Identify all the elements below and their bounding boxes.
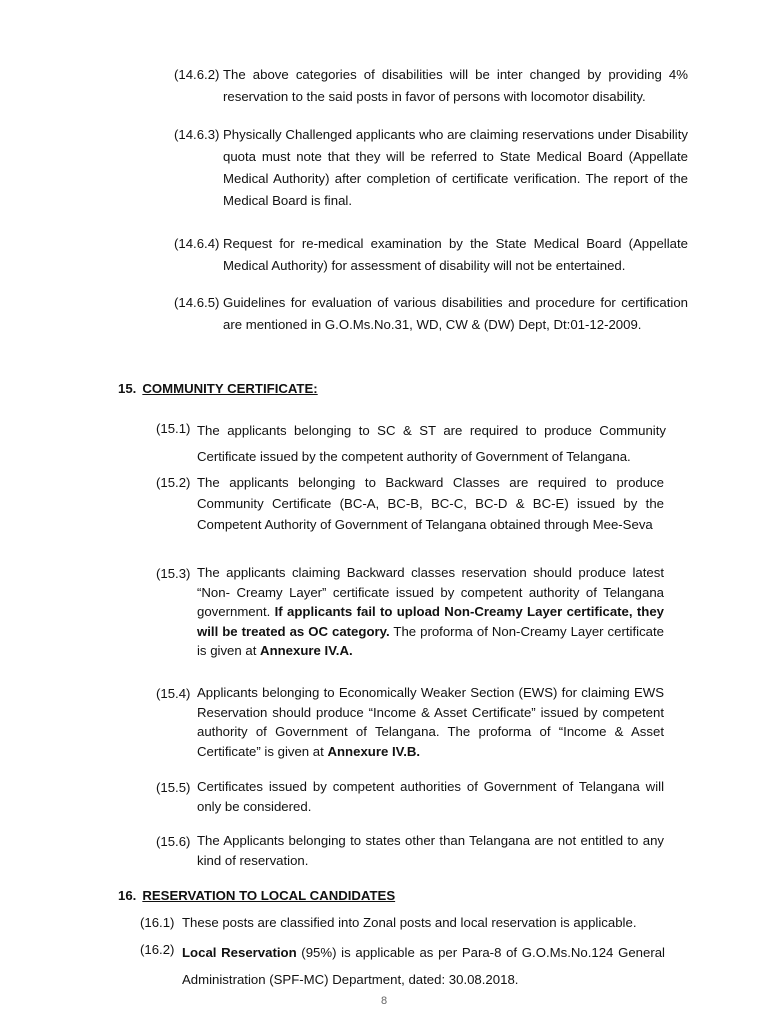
clause-number: (14.6.3) xyxy=(174,127,220,142)
section-15-heading xyxy=(118,378,318,400)
annexure-reference: Annexure IV.B. xyxy=(327,743,421,759)
clause-14-6-3 xyxy=(174,124,688,212)
clause-16-2 xyxy=(140,939,665,993)
clause-number: (15.5) xyxy=(156,780,191,795)
clause-number: (14.6.5) xyxy=(174,295,220,310)
clause-text: The Applicants belonging to states other than Telangana are not entitled to any kind of reservation. xyxy=(197,833,664,868)
clause-15-6 xyxy=(156,831,664,870)
clause-text xyxy=(197,683,664,761)
clause-14-6-2 xyxy=(174,64,688,108)
clause-text-part: Applicants belonging to Economically Weaker Section (EWS) for claiming EWS Reservation should produce “Income & Asset Certificate” issued by competent authority of Government of Telangana. The proforma of “Income & Asset Certificate” is given at xyxy=(197,685,664,759)
clause-text: Physically Challenged applicants who are claiming reservations under Disability quota must note that they will be referred to State Medical Board (Appellate Medical Authority) after completion of certificate verification. The report of the Medical Board is final. xyxy=(223,127,688,208)
clause-number: (15.4) xyxy=(156,686,191,701)
section-number: 15. xyxy=(118,381,137,396)
clause-15-1 xyxy=(156,418,666,470)
clause-15-3 xyxy=(156,563,664,661)
page-number: 8 xyxy=(380,995,388,1007)
clause-15-2 xyxy=(156,472,664,535)
clause-number: (15.1) xyxy=(156,421,191,436)
section-title: RESERVATION TO LOCAL CANDIDATES xyxy=(142,888,396,903)
clause-text: The above categories of disabilities will be inter changed by providing 4% reservation to the said posts in favor of persons with locomotor disability. xyxy=(223,67,688,104)
clause-text: The applicants belonging to SC & ST are required to produce Community Certificate issued by the competent authority of Government of Telangana. xyxy=(197,423,666,464)
annexure-reference: Annexure IV.A. xyxy=(260,643,353,658)
section-title: COMMUNITY CERTIFICATE: xyxy=(142,381,318,396)
clause-text-part: The applicants claiming Backward classes reservation should produce latest “Non- Creamy Layer” certificate issued by competent authority of Telangana government. xyxy=(197,565,664,619)
clause-text: Guidelines for evaluation of various disabilities and procedure for certification are mentioned in G.O.Ms.No.31, WD, CW & (DW) Dept, Dt:01-12-2009. xyxy=(223,295,688,332)
section-number: 16. xyxy=(118,888,137,903)
clause-number: (15.3) xyxy=(156,566,191,581)
clause-14-6-5 xyxy=(174,292,688,336)
clause-text-part: The proforma of Non-Creamy Layer certificate is given at xyxy=(197,623,664,658)
clause-text xyxy=(197,563,664,661)
clause-14-6-4 xyxy=(174,233,688,277)
clause-15-5 xyxy=(156,777,664,816)
clause-text: Certificates issued by competent authorities of Government of Telangana will only be considered. xyxy=(197,779,664,814)
clause-bold-part: If applicants fail to upload Non-Creamy Layer certificate, they will be treated as OC category. xyxy=(197,604,664,639)
clause-16-1 xyxy=(140,912,665,934)
section-16-heading xyxy=(118,885,395,907)
clause-number: (14.6.2) xyxy=(174,67,220,82)
clause-number: (16.2) xyxy=(140,942,175,957)
clause-text: Request for re-medical examination by the State Medical Board (Appellate Medical Authority) for assessment of disability will not be entertained. xyxy=(223,236,688,273)
clause-bold-part: Local Reservation xyxy=(182,945,297,960)
clause-text: These posts are classified into Zonal posts and local reservation is applicable. xyxy=(182,915,637,930)
clause-number: (15.6) xyxy=(156,834,191,849)
clause-number: (15.2) xyxy=(156,475,191,490)
clause-number: (14.6.4) xyxy=(174,236,220,251)
clause-15-4 xyxy=(156,683,664,761)
clause-text xyxy=(182,939,665,993)
clause-text-part: (95%) is applicable as per Para-8 of G.O.Ms.No.124 General Administration (SPF-MC) Department, dated: 30.08.2018. xyxy=(182,945,665,987)
clause-number: (16.1) xyxy=(140,915,175,930)
clause-text: The applicants belonging to Backward Classes are required to produce Community Certificate (BC-A, BC-B, BC-C, BC-D & BC-E) issued by the Competent Authority of Government of Telangana obtained through Mee-Seva xyxy=(197,475,664,532)
